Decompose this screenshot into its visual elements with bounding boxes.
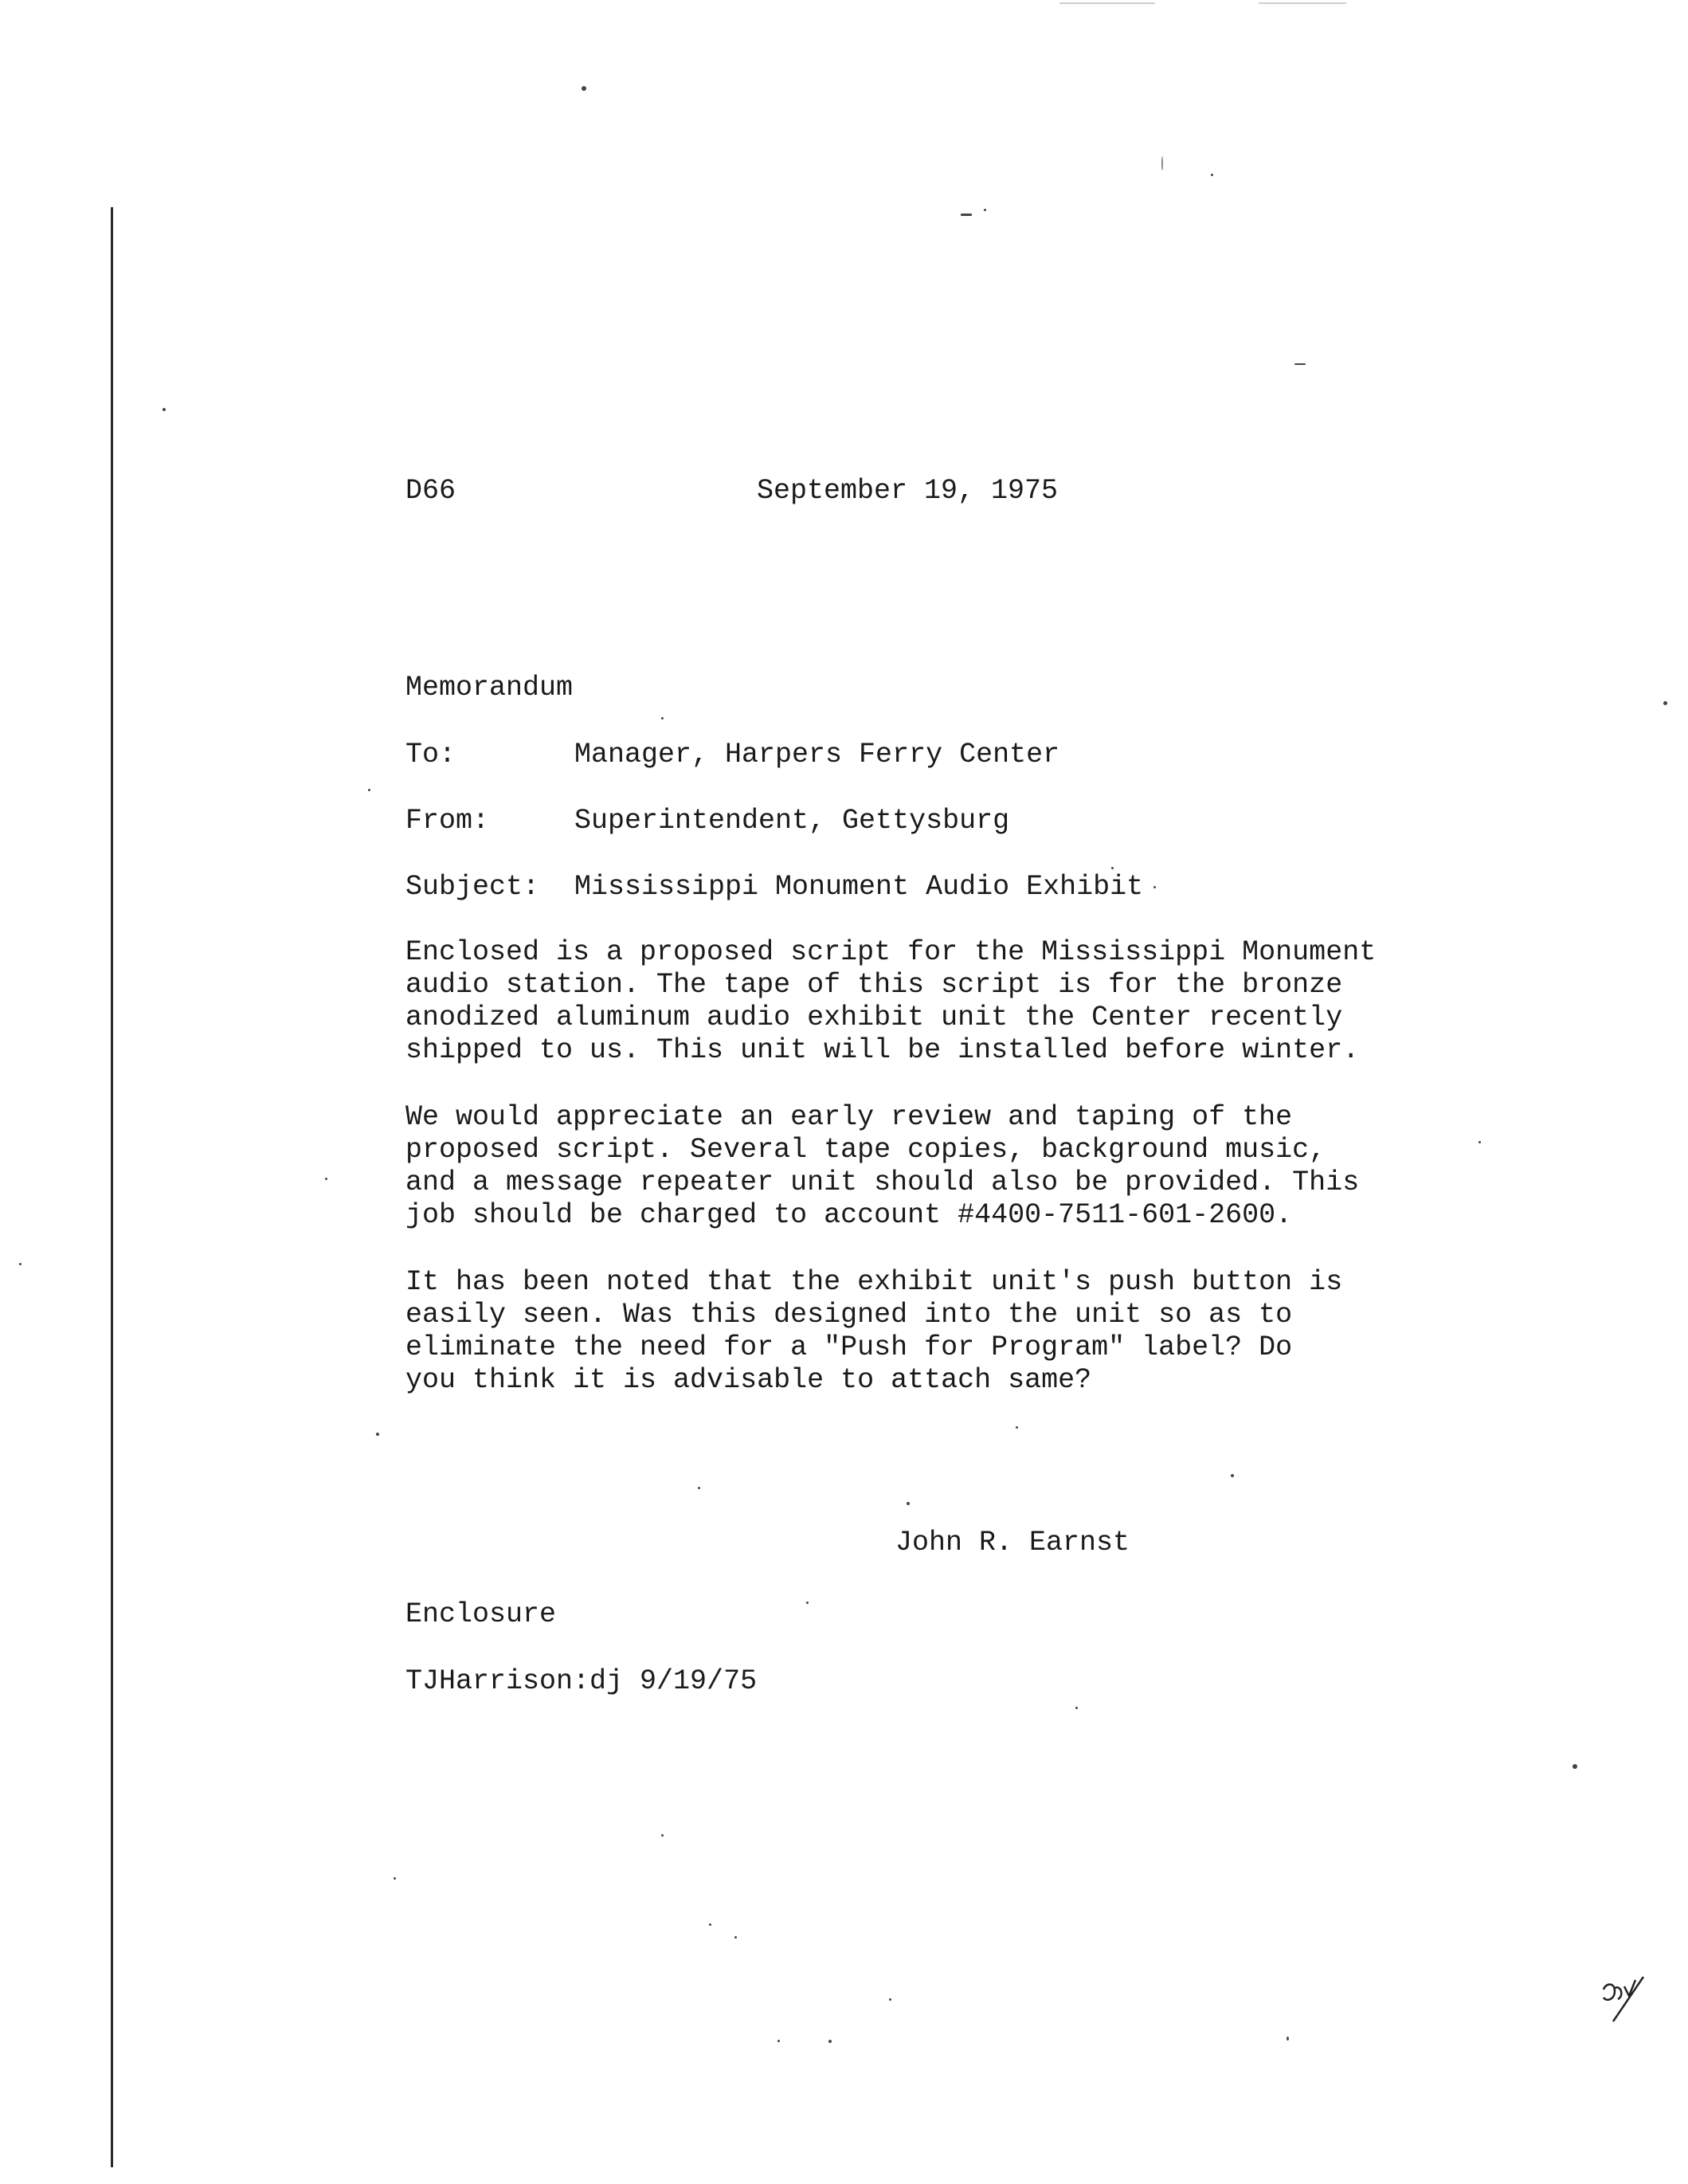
scan-artifact-line (1059, 2, 1155, 4)
scan-speck (1572, 1764, 1577, 1769)
scan-artifact-line (1259, 2, 1346, 4)
scan-speck (394, 1877, 396, 1880)
scan-speck (1016, 1426, 1018, 1429)
scan-speck (806, 1602, 809, 1604)
scan-speck (961, 214, 972, 216)
scan-speck (376, 1433, 379, 1436)
to-label: To: (405, 739, 456, 770)
scan-speck (661, 717, 664, 720)
scan-speck (19, 1263, 22, 1265)
scan-speck (661, 1834, 664, 1837)
scan-speck (1111, 867, 1114, 869)
body-paragraph: Enclosed is a proposed script for the Mississippi Monument audio station. The tape of this script is for the bronze anodized aluminum audio exhibit unit the Center recently shipped to us. This unit will be installed before winter. (405, 936, 1377, 1066)
scan-speck (325, 1178, 327, 1180)
scan-speck (1161, 156, 1163, 171)
body-paragraph: It has been noted that the exhibit unit's push button is easily seen. Was this designed into the unit so as to eliminate the need for a "Push for Program" label? Do you think it is advisable to attach same? (405, 1266, 1343, 1396)
scan-speck (1075, 1707, 1078, 1709)
body-paragraph: We would appreciate an early review and taping of the proposed script. Several tape copies, background music, and a message repeater unit should also be provided. This job should be charged to account #4400-7511-601-2600. (405, 1101, 1360, 1231)
handwritten-initials-mark (1597, 1972, 1653, 2028)
from-field (405, 805, 1010, 837)
subject-value: Mississippi Monument Audio Exhibit (574, 871, 1144, 903)
from-value: Superintendent, Gettysburg (574, 805, 1010, 837)
enclosure-note: Enclosure (405, 1598, 557, 1630)
subject-label: Subject: (405, 871, 540, 903)
scan-speck (163, 408, 166, 411)
binding-line (111, 207, 113, 2167)
scan-speck (1294, 363, 1306, 365)
scan-speck (582, 86, 586, 91)
scan-speck (1231, 1474, 1234, 1477)
scan-speck (1211, 174, 1213, 176)
scan-speck (1663, 701, 1667, 705)
scan-speck (1153, 886, 1156, 888)
from-label: From: (405, 805, 490, 837)
scan-speck (828, 2040, 832, 2043)
scan-speck (1287, 2037, 1289, 2041)
memo-type-label: Memorandum (405, 672, 574, 704)
subject-field (405, 871, 1144, 904)
signature-name: John R. Earnst (895, 1527, 1130, 1559)
memo-date: September 19, 1975 (757, 475, 1059, 507)
scan-speck (984, 209, 986, 211)
scan-speck (889, 1998, 891, 2001)
to-value: Manager, Harpers Ferry Center (574, 739, 1060, 770)
scan-speck (698, 1487, 700, 1489)
scan-speck (368, 789, 370, 791)
scan-speck (709, 1923, 711, 1926)
scan-speck (734, 1936, 737, 1939)
file-reference: D66 (405, 475, 456, 507)
scan-speck (1478, 1141, 1481, 1143)
to-field (405, 739, 1060, 771)
typist-initials: TJHarrison:dj 9/19/75 (405, 1665, 758, 1697)
scan-speck (777, 2040, 780, 2042)
scan-speck (907, 1502, 910, 1505)
